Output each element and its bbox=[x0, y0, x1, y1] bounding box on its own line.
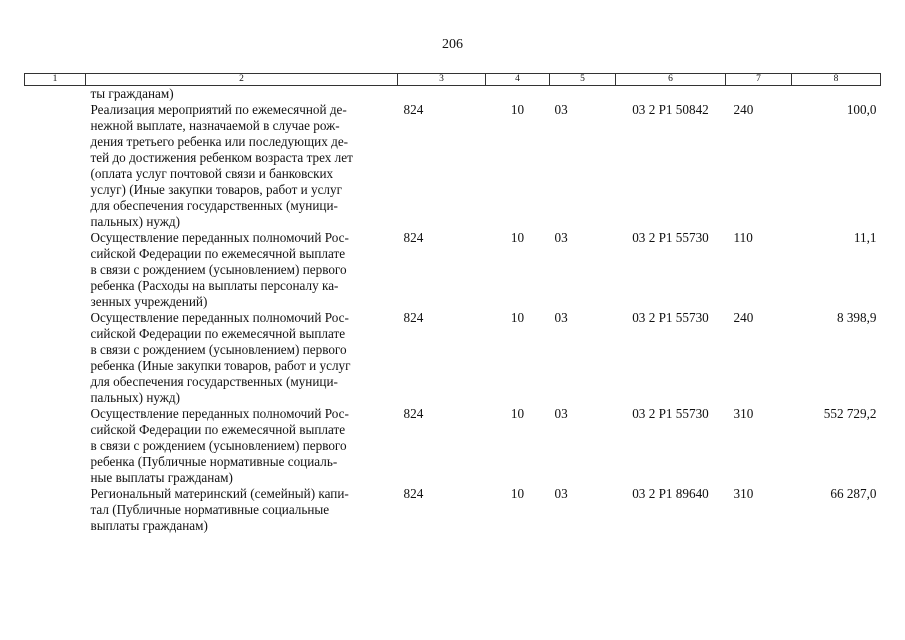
description-line: Осуществление переданных полномочий Рос- bbox=[90, 406, 349, 421]
description-line: тал (Публичные нормативные социальные bbox=[90, 502, 330, 517]
description-line: в связи с рождением (усыновлением) первого bbox=[90, 438, 347, 453]
description-line: пальных) нужд) bbox=[90, 214, 181, 229]
column-header-4: 4 bbox=[486, 74, 550, 86]
expense-type-code: 240 bbox=[733, 310, 754, 325]
subsection-code: 03 bbox=[554, 230, 568, 245]
amount: 8 398,9 bbox=[836, 310, 877, 325]
target-article-code: 03 2 P1 55730 bbox=[632, 310, 709, 325]
expense-type-code: 240 bbox=[733, 102, 754, 117]
description-line: дения третьего ребенка или последующих де- bbox=[90, 134, 349, 149]
column-header-7: 7 bbox=[726, 74, 792, 86]
subsection-code: 03 bbox=[554, 406, 568, 421]
description-line: (оплата услуг почтовой связи и банковских bbox=[90, 166, 334, 181]
description-line: выплаты гражданам) bbox=[90, 518, 208, 533]
target-article-code: 03 2 P1 55730 bbox=[632, 406, 709, 421]
table-row bbox=[25, 406, 881, 486]
section-code: 10 bbox=[510, 486, 525, 501]
subsection-code: 03 bbox=[554, 310, 568, 325]
ministry-code: 824 bbox=[403, 310, 424, 325]
budget-table bbox=[24, 73, 881, 534]
description-line: сийской Федерации по ежемесячной выплате bbox=[90, 246, 346, 261]
subsection-code: 03 bbox=[554, 102, 568, 117]
description-line: в связи с рождением (усыновлением) первого bbox=[90, 342, 347, 357]
description-line: ребенка (Расходы на выплаты персоналу ка- bbox=[90, 278, 339, 293]
expense-type-code: 310 bbox=[733, 486, 754, 501]
column-header-8: 8 bbox=[792, 74, 881, 86]
amount: 66 287,0 bbox=[830, 486, 877, 501]
row-description bbox=[86, 406, 398, 486]
table-row bbox=[25, 310, 881, 406]
section-code: 10 bbox=[510, 310, 525, 325]
section-code: 10 bbox=[510, 102, 525, 117]
continuation-text: ты гражданам) bbox=[90, 86, 174, 101]
section-code: 10 bbox=[510, 406, 525, 421]
description-line: сийской Федерации по ежемесячной выплате bbox=[90, 422, 346, 437]
row-description bbox=[86, 486, 398, 534]
description-line: зенных учреждений) bbox=[90, 294, 208, 309]
expense-type-code: 110 bbox=[733, 230, 753, 245]
subsection-code: 03 bbox=[554, 486, 568, 501]
column-header-3: 3 bbox=[398, 74, 486, 86]
row-description bbox=[86, 102, 398, 230]
column-header-5: 5 bbox=[550, 74, 616, 86]
ministry-code: 824 bbox=[403, 486, 424, 501]
target-article-code: 03 2 P1 55730 bbox=[632, 230, 709, 245]
description-line: для обеспечения государственных (муници- bbox=[90, 374, 338, 389]
row-description bbox=[86, 310, 398, 406]
table-row bbox=[25, 230, 881, 310]
column-header-6: 6 bbox=[616, 74, 726, 86]
table-row bbox=[25, 486, 881, 534]
description-line: ные выплаты гражданам) bbox=[90, 470, 233, 485]
description-line: для обеспечения государственных (муници- bbox=[90, 198, 338, 213]
description-line: пальных) нужд) bbox=[90, 390, 181, 405]
description-line: услуг) (Иные закупки товаров, работ и услуг bbox=[90, 182, 343, 197]
header-row bbox=[25, 74, 881, 86]
ministry-code: 824 bbox=[403, 230, 424, 245]
ministry-code: 824 bbox=[403, 406, 424, 421]
table-row bbox=[25, 102, 881, 230]
expense-type-code: 310 bbox=[733, 406, 754, 421]
amount: 100,0 bbox=[846, 102, 877, 117]
description-line: Осуществление переданных полномочий Рос- bbox=[90, 230, 349, 245]
description-line: Региональный материнский (семейный) капи- bbox=[90, 486, 349, 501]
description-line: сийской Федерации по ежемесячной выплате bbox=[90, 326, 346, 341]
description-line: в связи с рождением (усыновлением) первого bbox=[90, 262, 347, 277]
row-description bbox=[86, 230, 398, 310]
description-line: тей до достижения ребенком возраста трех лет bbox=[90, 150, 353, 165]
description-line: нежной выплате, назначаемой в случае рож- bbox=[90, 118, 340, 133]
amount: 11,1 bbox=[853, 230, 877, 245]
section-code: 10 bbox=[510, 230, 525, 245]
ministry-code: 824 bbox=[403, 102, 424, 117]
target-article-code: 03 2 P1 50842 bbox=[632, 102, 709, 117]
target-article-code: 03 2 P1 89640 bbox=[632, 486, 709, 501]
description-line: Осуществление переданных полномочий Рос- bbox=[90, 310, 349, 325]
column-header-2: 2 bbox=[86, 74, 398, 86]
description-line: Реализация мероприятий по ежемесячной де- bbox=[90, 102, 347, 117]
page-number: 206 bbox=[442, 37, 463, 52]
description-line: ребенка (Иные закупки товаров, работ и услуг bbox=[90, 358, 351, 373]
continuation-row bbox=[25, 86, 881, 103]
column-header-1: 1 bbox=[25, 74, 86, 86]
description-line: ребенка (Публичные нормативные социаль- bbox=[90, 454, 338, 469]
amount: 552 729,2 bbox=[823, 406, 877, 421]
